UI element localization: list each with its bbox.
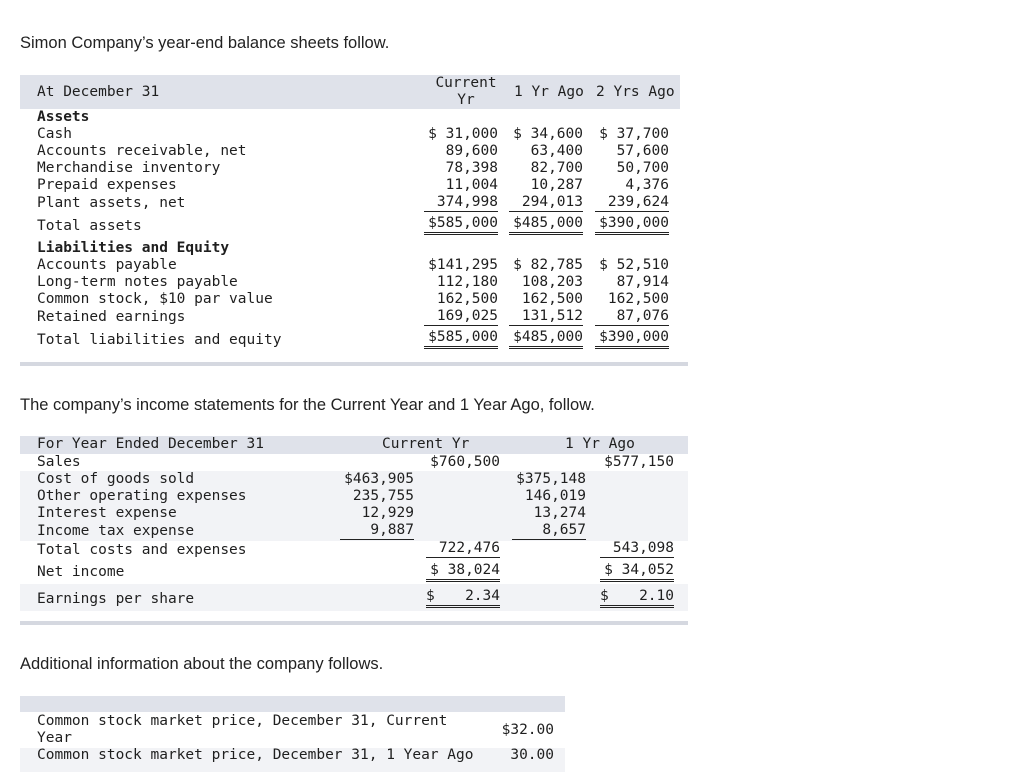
expense-prior: 8,657 [512,522,586,540]
expense-cur: $463,905 [344,471,414,487]
asset-label: Prepaid expenses [37,177,177,193]
bs-header-col3: 2 Yrs Ago [596,84,675,100]
liability-prior2: 87,914 [616,274,669,290]
asset-prior: 82,700 [530,160,583,176]
liability-cur: $141,295 [428,257,498,273]
asset-prior: 294,013 [509,194,583,212]
liability-prior: $ 82,785 [513,257,583,273]
eps-cur-cell [426,588,500,608]
total-liabilities-prior: $485,000 [509,329,583,349]
additional-label-line2: Year [37,730,72,746]
liability-cur: 112,180 [436,274,498,290]
asset-prior2: 239,624 [595,194,669,212]
asset-label: Merchandise inventory [37,160,221,176]
net-income-label: Net income [37,564,125,580]
balance-sheet-bottom-rule [20,362,688,366]
liability-label: Accounts payable [37,257,177,273]
net-income-cur: $ 38,024 [426,562,500,582]
bs-header-col1-line1: Current [435,75,497,91]
eps-cur-sign: $ [426,588,435,604]
liability-cur: 169,025 [424,308,498,326]
expense-label: Interest expense [37,505,177,521]
total-costs-cur: 722,476 [426,540,500,558]
eps-cur: 2.34 [465,588,500,604]
total-assets-label: Total assets [37,218,142,234]
asset-label: Plant assets, net [37,195,186,211]
asset-cur: 11,004 [445,177,498,193]
asset-prior2: 57,600 [616,143,669,159]
eps-prior-sign: $ [600,588,609,604]
balance-sheet-intro: Simon Company’s year-end balance sheets follow. [20,34,390,52]
liabilities-heading: Liabilities and Equity [37,240,230,256]
asset-cur: 374,998 [424,194,498,212]
eps-prior-cell [600,588,674,608]
expense-prior: 13,274 [533,505,586,521]
asset-cur: 78,398 [445,160,498,176]
asset-label: Accounts receivable, net [37,143,247,159]
liability-cur: 162,500 [436,291,498,307]
additional-info-intro: Additional information about the company follows. [20,655,384,673]
expense-cur: 12,929 [361,505,414,521]
total-costs-label: Total costs and expenses [37,542,247,558]
bs-header-col1-line2: Yr [457,92,475,108]
asset-prior2: 4,376 [625,177,669,193]
liability-prior2: $ 52,510 [599,257,669,273]
assets-heading: Assets [37,109,90,125]
additional-value: 30.00 [510,747,554,763]
expense-label: Income tax expense [37,523,195,539]
liability-label: Retained earnings [37,309,186,325]
eps-label: Earnings per share [37,591,195,607]
sales-cur: $760,500 [430,454,500,470]
liability-prior2: 162,500 [607,291,669,307]
total-liabilities-label: Total liabilities and equity [37,332,282,348]
asset-prior: $ 34,600 [513,126,583,142]
total-assets-prior: $485,000 [509,215,583,235]
balance-sheet-table [20,75,680,367]
is-header-col1: Current Yr [382,436,470,452]
net-income-prior: $ 34,052 [600,562,674,582]
income-statement-intro: The company’s income statements for the Current Year and 1 Year Ago, follow. [20,396,595,414]
expense-prior: $375,148 [516,471,586,487]
bs-header-label: At December 31 [37,84,160,100]
expense-label: Cost of goods sold [37,471,195,487]
total-assets-prior2: $390,000 [595,215,669,235]
asset-prior2: 50,700 [616,160,669,176]
expense-label: Other operating expenses [37,488,247,504]
income-statement-bottom-rule [20,621,688,625]
bs-header-col2: 1 Yr Ago [514,84,584,100]
expense-cur: 9,887 [340,522,414,540]
liability-prior: 162,500 [521,291,583,307]
liability-prior: 131,512 [509,308,583,326]
asset-prior: 63,400 [530,143,583,159]
sales-prior: $577,150 [604,454,674,470]
income-statement-table [20,436,688,626]
additional-info-table [20,696,565,772]
asset-cur: 89,600 [445,143,498,159]
additional-label-line1: Common stock market price, December 31, 1 Year Ago [37,747,474,763]
total-liabilities-prior2: $390,000 [595,329,669,349]
asset-label: Cash [37,126,72,142]
additional-label-line1: Common stock market price, December 31, Current [37,713,448,729]
additional-info-header [20,696,565,712]
total-costs-prior: 543,098 [600,540,674,558]
expense-cur: 235,755 [352,488,414,504]
asset-prior: 10,287 [530,177,583,193]
is-header-label: For Year Ended December 31 [37,436,264,452]
sales-label: Sales [37,454,81,470]
expense-prior: 146,019 [524,488,586,504]
liability-prior: 108,203 [521,274,583,290]
additional-value: $32.00 [501,722,554,738]
is-header-col2: 1 Yr Ago [565,436,635,452]
liability-prior2: 87,076 [595,308,669,326]
eps-prior: 2.10 [639,588,674,604]
total-assets-cur: $585,000 [424,215,498,235]
asset-prior2: $ 37,700 [599,126,669,142]
total-liabilities-cur: $585,000 [424,329,498,349]
asset-cur: $ 31,000 [428,126,498,142]
liability-label: Common stock, $10 par value [37,291,273,307]
liability-label: Long-term notes payable [37,274,238,290]
